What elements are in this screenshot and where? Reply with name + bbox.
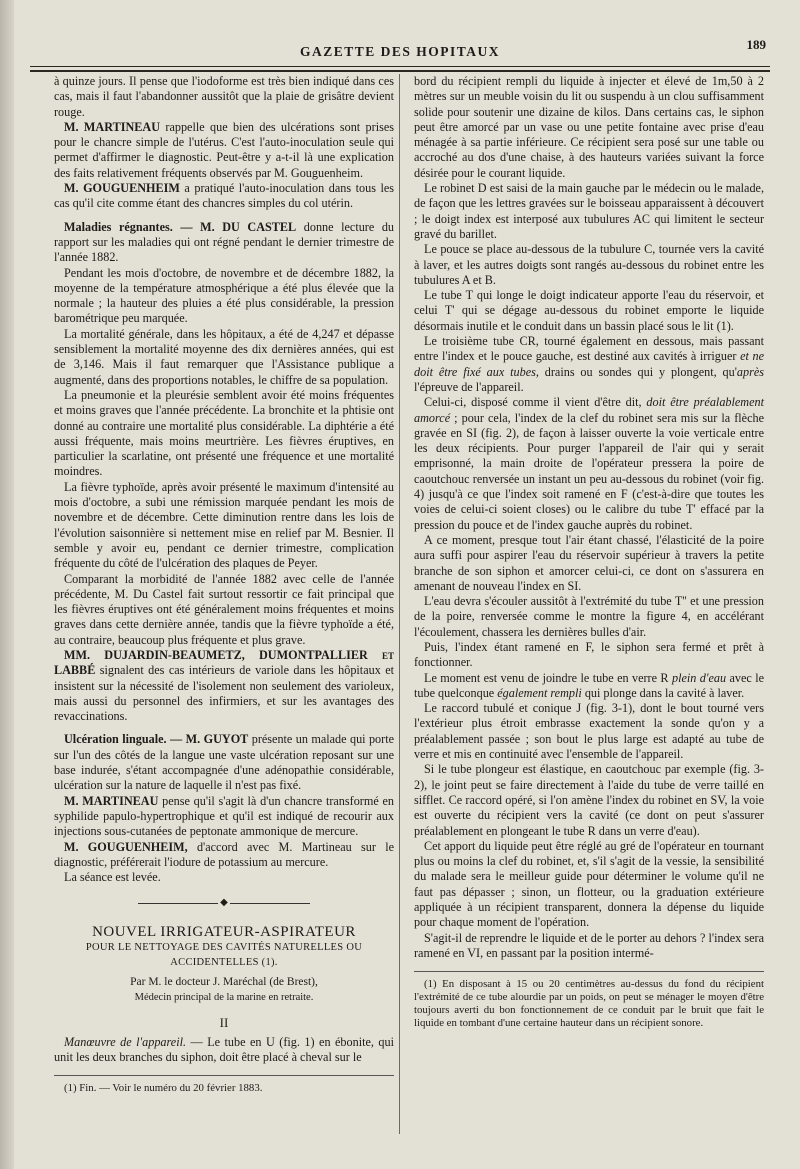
paragraph: Pendant les mois d'octobre, de novembre et de décembre 1882, la moyenne de la température atmosphérique a été plus élevée que la normale ; la hauteur des pluies a été plus considérable, la pression barométrique peu marquée. xyxy=(54,265,394,326)
section-number: II xyxy=(219,1015,229,1031)
paragraph: M. GOUGUENHEIM, d'accord avec M. Martineau sur le diagnostic, préférerait l'iodure de potassium au mercure. xyxy=(54,839,394,869)
paragraph: Puis, l'index étant ramené en F, le siphon sera fermé et prêt à fonctionner. xyxy=(414,639,764,670)
article-subtitle: POUR LE NETTOYAGE DES CAVITÉS NATURELLES OU ACCIDENTELLES (1). xyxy=(85,942,363,969)
page-binding-shadow xyxy=(0,0,14,1169)
paragraph: MM. DUJARDIN-BEAUMETZ, DUMONTPALLIER et LABBÉ signalent des cas intérieurs de variole dans les hôpitaux et insistent sur la nécessité de l'isolement non seulement des varioleux, mais aussi du personnel des infirmiers, et sur les avantages des revaccinations. xyxy=(54,647,394,724)
article-author: Par M. le docteur J. Maréchal (de Brest), xyxy=(130,975,318,988)
paragraph: Cet apport du liquide peut être réglé au gré de l'opérateur en tournant plus ou moins la clef du robinet, et, s'il s'agit de la vessie, la sensibilité du malade sera le meilleur guide pour déterminer le volume qu'il ne faut pas dépasser ; sinon, un flotteur, ou la graduation extérieure appliquée à un récipient transparent, donnera la dépense du liquide pour chaque moment de l'opération. xyxy=(414,838,764,930)
footnote-rule xyxy=(414,971,764,972)
paragraph: à quinze jours. Il pense que l'iodoforme est très bien indiqué dans ces cas, mais il faut l'abandonner aussitôt que la plaie de grisâtre devient rouge. xyxy=(54,74,394,119)
header-rule xyxy=(30,66,770,67)
paragraph: Manœuvre de l'appareil. — Le tube en U (fig. 1) en ébonite, qui unit les deux branches du siphon, doit être placé à cheval sur le xyxy=(54,1034,394,1064)
paragraph: A ce moment, presque tout l'air étant chassé, l'élasticité de la poire aura suffi pour aspirer l'eau du réservoir supérieur à travers la petite branche de son siphon et amorcer celui-ci, ce dont on s'assurera en amenant de nouveau l'index en SI. xyxy=(414,532,764,593)
section-heading: Ulcération linguale. xyxy=(64,732,167,747)
header-rule-thick xyxy=(30,70,770,72)
paragraph: La séance est levée. xyxy=(64,870,161,885)
section-heading: Maladies régnantes. xyxy=(64,219,173,234)
journal-title: GAZETTE DES HOPITAUX xyxy=(299,44,501,59)
paragraph: Le raccord tubulé et conique J (fig. 3-1), dont le bout tourné vers l'extérieur plus étroit embrasse exactement la sonde qu'on y a préalablement passée ; son bout le plus large est adapté au tube de verre et mis en continuité avec l'ensemble de l'appareil. xyxy=(414,701,764,762)
paragraph: Celui-ci, disposé comme il vient d'être dit, doit être préalablement amorcé ; pour cela, l'index de la clef du robinet sera mis sur la flèche gravée en SI (fig. 2), de façon à laisser ouverte la voie verticale entre les deux récipients. Pour purger l'appareil de l'air qui y serait emprisonné, la main droite de l'opérateur pressera la poire de caoutchouc renversée un instant un peu au-dessous du robinet (voir fig. 4) jusqu'à ce que l'index soit ramené en F (c'est-à-dire que toutes les voies de celui-ci soient closes) ou le calibre du tube T' effacé par la pression du pouce et de l'index gauche auprès du robinet. xyxy=(414,395,764,532)
paragraph: L'eau devra s'écouler aussitôt à l'extrémité du tube T'' et une pression de la poire, renversée comme le montre la figure 4, en accélérant l'écoulement, chassera les dernières bulles d'air. xyxy=(414,594,764,639)
paragraph: La pneumonie et la pleurésie semblent avoir été moins fréquentes et moins graves que l'année précédente. La bronchite et la phtisie ont donné au contraire une mortalité plus considérable. La diphtérie a été aussi fréquente, mais moins meurtrière. Les fièvres éruptives, en particulier la scarlatine, ont présenté une fréquence et une mortalité moindres. xyxy=(54,387,394,479)
article-title: NOUVEL IRRIGATEUR-ASPIRATEUR xyxy=(92,923,356,940)
right-column xyxy=(414,74,764,1030)
page-number: 189 xyxy=(746,37,766,52)
paragraph: M. MARTINEAU rappelle que bien des ulcérations sont prises pour le chancre simple de l'utérus. C'est l'auto-inoculation seule qui permet d'affirmer le diagnostic. Peut-être y a-t-il là une explication des faits relativement fréquents observés par M. Gouguenheim. xyxy=(54,119,394,180)
separator-ornament: ◆ xyxy=(54,895,394,910)
paragraph: Le robinet D est saisi de la main gauche par le médecin ou le malade, de façon que les lettres gravées sur le boisseau apparaissent à découvert ; le doigt index est interposé aux tubulures AC qui limitent le secteur gravé du barillet. xyxy=(414,181,764,241)
footnote: (1) Fin. — Voir le numéro du 20 février 1883. xyxy=(64,1082,263,1095)
footnote-rule xyxy=(54,1075,394,1076)
paragraph: bord du récipient rempli du liquide à injecter et élevé de 1m,50 à 2 mètres sur un meuble voisin du lit ou suspendu à un clou suffisamment solide pour soutenir une dizaine de kilos. Dans certains cas, le siphon peut être amorcé par un vase ou une petite fontaine avec prise d'eau ménagée à sa partie inférieure. Ce récipient sera posé sur une table ou accroché au dos d'une chaise, à des hauteurs variées suivant la force désirée pour le courant liquide. xyxy=(414,74,764,180)
paragraph: La fièvre typhoïde, après avoir présenté le maximum d'intensité au mois d'octobre, a subi une rémission marquée pendant les mois de novembre et de décembre. Cette diminution rentre dans les lois de l'évolution saisonnière si nettement mise en relief par M. Besnier. Il semble y avoir eu, pendant ce dernier trimestre, complication fréquente du côté de l'ulcération des plaques de Peyer. xyxy=(54,479,394,571)
section-maladies-regnantes: Maladies régnantes. — M. DU CASTEL donne lecture du rapport sur les maladies qui ont régné pendant le dernier trimestre de l'année 1882. xyxy=(54,219,395,265)
footnote: (1) En disposant à 15 ou 20 centimètres au-dessus du fond du récipient l'extrémité de ce tube alourdie par un poids, on peut se ménager le moyen d'être toujours averti du bon fonctionnement de ce conduit par le bruit que fait le liquide en tombant d'une certaine hauteur dans un récipient sonore. xyxy=(414,978,764,1030)
article-author-position: Médecin principal de la marine en retraite. xyxy=(134,991,314,1003)
paragraph: Si le tube plongeur est élastique, en caoutchouc par exemple (fig. 3-2), le joint peut se faire directement à l'aide du tube de verre taillé en sifflet. Ce raccord opéré, si l'on amène l'index du robinet en SV, la voie est ouverte du récipient vers la cavité (ce dont on peut s'assurer préalablement en plongeant le tube R dans un verre d'eau). xyxy=(414,762,764,838)
column-divider xyxy=(399,74,400,1134)
paragraph: Le pouce se place au-dessous de la tubulure C, tournée vers la cavité à laver, et les autres doigts sont rangés au-dessous du robinet entre les tubulures A et B. xyxy=(414,242,764,287)
paragraph: M. GOUGUENHEIM a pratiqué l'auto-inoculation dans tous les cas qu'il cite comme étant des chancres simples du col utérin. xyxy=(54,181,394,211)
paragraph: Comparant la morbidité de l'année 1882 avec celle de l'année précédente, M. Du Castel fait surtout ressortir ce fait principal que les fièvres éruptives ont été généralement moins fréquentes et moins graves dans cette dernière année, tandis que la fièvre typhoïde a été, au contraire, beaucoup plus fréquente et plus grave. xyxy=(54,571,394,647)
section-ulceration-linguale: Ulcération linguale. — M. GUYOT présente un malade qui porte sur l'un des côtés de la langue une vaste ulcération reposant sur une base indurée, s'étant accompagnée d'une adénopathie considérable, ulcération sur la nature de laquelle il n'est pas fixé. xyxy=(54,732,395,793)
paragraph: Le tube T qui longe le doigt indicateur apporte l'eau du réservoir, et celui T' qui se dégage au-dessous du robinet emporte le liquide désormais inutile et le conduit dans un bassin placé sous le lit (1). xyxy=(414,288,764,333)
left-column xyxy=(54,74,394,1095)
paragraph: Le troisième tube CR, tourné également en dessous, mais passant entre l'index et le pouce gauche, est destiné aux cavités à irriguer et ne doit être fixé aux tubes, drains ou sondes qui y plongent, qu'après l'épreuve de l'appareil. xyxy=(414,334,764,394)
paragraph: M. MARTINEAU pense qu'il s'agit là d'un chancre transformé en syphilide papulo-hypertrophique et qu'il est indiqué de recourir aux injections sous-cutanées de peptonate ammonique de mercure. xyxy=(54,793,394,839)
paragraph: Le moment est venu de joindre le tube en verre R plein d'eau avec le tube quelconque également rempli qui plonge dans la cavité à laver. xyxy=(414,670,764,700)
paragraph: La mortalité générale, dans les hôpitaux, a été de 4,247 et dépasse sensiblement la mortalité moyenne des dix dernières années, qui est de 3,146. Mais il faut remarquer que l'Assistance publique a augmenté, dans des proportions notables, le chiffre de sa population. xyxy=(54,326,394,387)
paragraph: S'agit-il de reprendre le liquide et de le porter au dehors ? l'index sera ramené en VI, en passant par la position intermé- xyxy=(414,930,764,960)
